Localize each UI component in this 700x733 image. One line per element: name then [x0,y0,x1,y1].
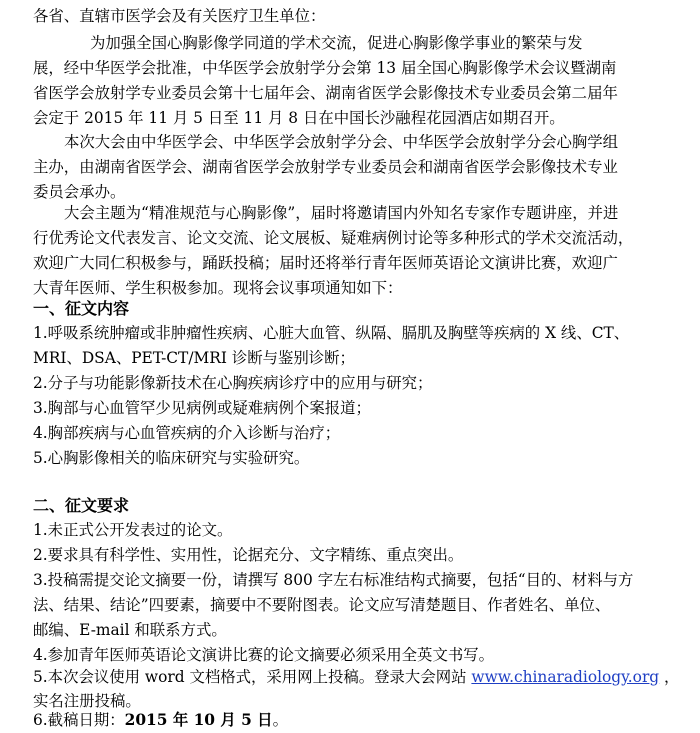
intro-paragraph-1-line-2: 展，经中华医学会批准，中华医学会放射学分会第 13 届全国心胸影像学术会议暨湖南 [33,59,617,77]
section-2-item-3-line-2: 法、结果、结论”四要素，摘要中不要附图表。论文应写清楚题目、作者姓名、单位、 [33,596,611,614]
section-1-item-4: 4.胸部疾病与心血管疾病的介入诊断与治疗； [33,424,341,442]
section-2-item-2: 2.要求具有科学性、实用性，论据充分、文字精练、重点突出。 [33,546,464,564]
section-1-item-3: 3.胸部与心血管罕少见病例或疑难病例个案报道； [33,399,371,417]
section-2-item-4: 4.参加青年医师英语论文演讲比赛的论文摘要必须采用全英文书写。 [33,646,495,664]
item-5-text: 5.本次会议使用 word 文档格式，采用网上投稿。登录大会网站 [33,668,472,686]
conference-website-link[interactable]: www.chinaradiology.org [471,668,660,686]
section-1-item-1-continued: MRI、DSA、PET-CT/MRI 诊断与鉴别诊断； [33,349,355,367]
intro-paragraph-3-line-3: 欢迎广大同仁积极参与，踊跃投稿；届时还将举行青年医师英语论文演讲比赛，欢迎广 [33,254,618,272]
section-1-item-1: 1.呼吸系统肿瘤或非肿瘤性疾病、心脏大血管、纵隔、膈肌及胸壁等疾病的 X 线、CT、 [33,324,630,342]
section-2-heading: 二、征文要求 [33,496,130,515]
deadline-label: 6.截稿日期： [33,711,125,729]
section-1-item-2: 2.分子与功能影像新技术在心胸疾病诊疗中的应用与研究； [33,374,433,392]
section-2-item-3-line-3: 邮编、E-mail 和联系方式。 [33,621,227,639]
section-1-item-5: 5.心胸影像相关的临床研究与实验研究。 [33,449,310,467]
intro-paragraph-2-line-3: 委员会承办。 [33,183,126,201]
deadline-punctuation: 。 [272,711,288,729]
intro-paragraph-3-line-2: 行优秀论文代表发言、论文交流、论文展板、疑难病例讨论等多种形式的学术交流活动， [33,229,634,247]
section-2-item-3-line-1: 3.投稿需提交论文摘要一份，请撰写 800 字左右标准结构式摘要，包括“目的、材料与方 [33,571,634,589]
item-5-punctuation: ， [659,668,680,686]
intro-paragraph-1-line-3: 省医学会放射学专业委员会第十七届年会、湖南省医学会影像技术专业委员会第二届年 [33,84,618,102]
intro-paragraph-3-line-1: 大会主题为“精准规范与心胸影像”，届时将邀请国内外知名专家作专题讲座，并进 [64,204,619,222]
section-2-item-6 [33,708,288,732]
intro-paragraph-2-line-1: 本次大会由中华医学会、中华医学会放射学分会、中华医学会放射学分会心胸学组 [64,133,619,151]
section-2-item-5-continued: 实名注册投稿。 [33,692,141,710]
intro-paragraph-1-line-4: 会定于 2015 年 11 月 5 日至 11 月 8 日在中国长沙融程花园酒店如期召开。 [33,109,565,127]
intro-paragraph-2-line-2: 主办，由湖南省医学会、湖南省医学会放射学专业委员会和湖南省医学会影像技术专业 [33,158,618,176]
intro-paragraph-1-line-1: 为加强全国心胸影像学同道的学术交流，促进心胸影像学事业的繁荣与发 [90,34,583,52]
section-2-item-1: 1.未正式公开发表过的论文。 [33,521,233,539]
intro-paragraph-3-line-4: 大青年医师、学生积极参加。现将会议事项通知如下： [33,279,403,297]
salutation: 各省、直辖市医学会及有关医疗卫生单位： [33,7,326,25]
section-2-item-5 [33,665,679,689]
section-1-heading: 一、征文内容 [33,299,130,318]
deadline-date: 2015 年 10 月 5 日 [124,711,273,729]
